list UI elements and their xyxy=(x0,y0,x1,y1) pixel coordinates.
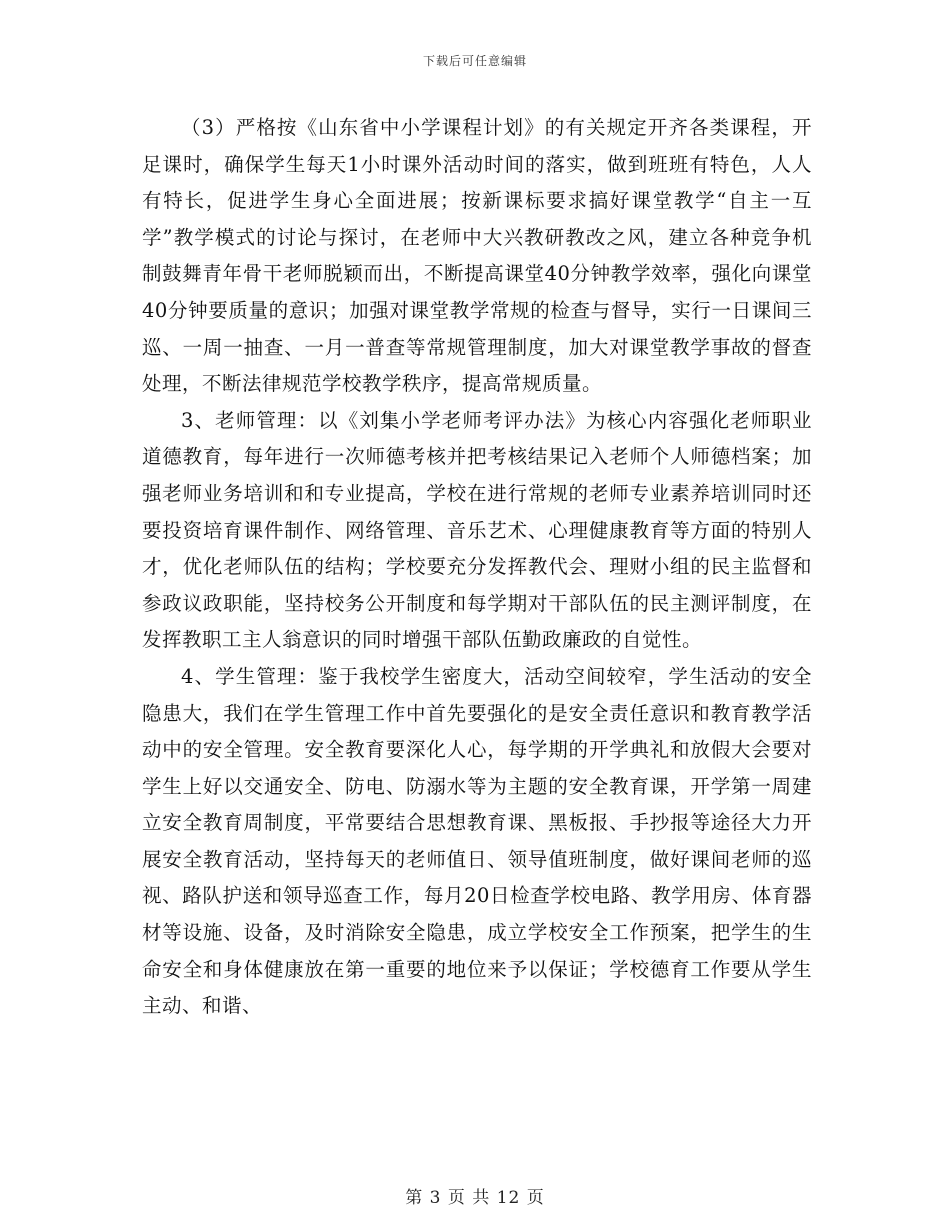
page-footer: 第 3 页 共 12 页 xyxy=(405,1188,545,1208)
document-body xyxy=(142,110,812,1025)
page-header: 下载后可任意编辑 xyxy=(422,54,527,68)
paragraph-course-plan: （3）严格按《山东省中小学课程计划》的有关规定开齐各类课程，开足课时，确保学生每天1小时课外活动时间的落实，做到班班有特色，人人有特长，促进学生身心全面进展；按新课标要求搞好课堂教学“自主一互学”教学模式的讨论与探讨，在老师中大兴教研教改之风，建立各种竞争机制鼓舞青年骨干老师脱颖而出，不断提高课堂40分钟教学效率，强化向课堂40分钟要质量的意识；加强对课堂教学常规的检查与督导，实行一日课间三巡、一周一抽查、一月一普查等常规管理制度，加大对课堂教学事故的督查处理，不断法律规范学校教学秩序，提高常规质量。 xyxy=(142,116,812,396)
paragraph-teacher-management: 3、老师管理：以《刘集小学老师考评办法》为核心内容强化老师职业道德教育，每年进行一次师德考核并把考核结果记入老师个人师德档案；加强老师业务培训和和专业提高，学校在进行常规的老师专业素养培训同时还要投资培育课件制作、网络管理、音乐艺术、心理健康教育等方面的特别人才，优化老师队伍的结构；学校要充分发挥教代会、理财小组的民主监督和参政议政职能，坚持校务公开制度和每学期对干部队伍的民主测评制度，在发挥教职工主人翁意识的同时增强干部队伍勤政廉政的自觉性。 xyxy=(142,408,812,652)
paragraph-student-management: 4、学生管理：鉴于我校学生密度大，活动空间较窄，学生活动的安全隐患大，我们在学生管理工作中首先要强化的是安全责任意识和教育教学活动中的安全管理。安全教育要深化人心，每学期的开学典礼和放假大会要对学生上好以交通安全、防电、防溺水等为主题的安全教育课，开学第一周建立安全教育周制度，平常要结合思想教育课、黑板报、手抄报等途径大力开展安全教育活动，坚持每天的老师值日、领导值班制度，做好课间老师的巡视、路队护送和领导巡查工作，每月20日检查学校电路、教学用房、体育器材等设施、设备，及时消除安全隐患，成立学校安全工作预案，把学生的生命安全和身体健康放在第一重要的地位来予以保证；学校德育工作要从学生主动、和谐、 xyxy=(142,664,812,1018)
